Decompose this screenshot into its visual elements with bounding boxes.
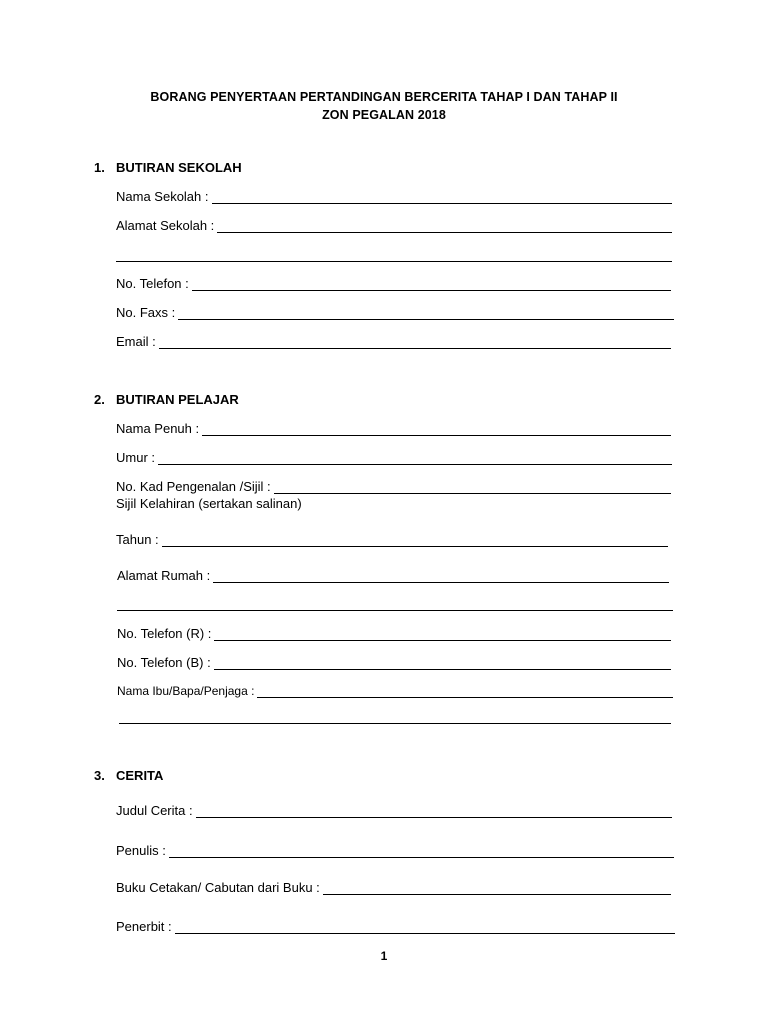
no-kad-pengenalan-label: No. Kad Pengenalan /Sijil : <box>116 479 271 494</box>
page-number: 1 <box>380 949 388 963</box>
nama-ibu-bapa-label: Nama Ibu/Bapa/Penjaga : <box>117 684 255 698</box>
section-2-title: BUTIRAN PELAJAR <box>116 392 239 407</box>
tahun-label: Tahun : <box>116 532 159 547</box>
email-field[interactable] <box>116 334 671 349</box>
judul-cerita-input-line[interactable] <box>196 806 672 818</box>
no-telefon-b-label: No. Telefon (B) : <box>117 655 211 670</box>
section-1-number: 1. <box>94 160 105 175</box>
section-2-number: 2. <box>94 392 105 407</box>
alamat-sekolah-label: Alamat Sekolah : <box>116 218 215 233</box>
tahun-input-line[interactable] <box>162 535 668 547</box>
nama-penuh-field[interactable] <box>116 421 671 436</box>
nama-ibu-bapa-line-2[interactable] <box>119 723 671 724</box>
form-title: BORANG PENYERTAAN PERTANDINGAN BERCERITA TAHAP I DAN TAHAP II <box>150 90 618 104</box>
alamat-rumah-field[interactable] <box>117 568 669 583</box>
form-subtitle: ZON PEGALAN 2018 <box>322 108 446 122</box>
nama-ibu-bapa-field[interactable] <box>117 684 673 698</box>
nama-penuh-input-line[interactable] <box>202 424 671 436</box>
judul-cerita-field[interactable] <box>116 803 672 818</box>
alamat-sekolah-input-line[interactable] <box>217 221 672 233</box>
section-3-title: CERITA <box>116 768 164 783</box>
alamat-rumah-label: Alamat Rumah : <box>117 568 211 583</box>
umur-input-line[interactable] <box>158 453 672 465</box>
alamat-sekolah-line-2[interactable] <box>116 261 672 262</box>
buku-cetakan-label: Buku Cetakan/ Cabutan dari Buku : <box>116 880 320 895</box>
no-telefon-r-label: No. Telefon (R) : <box>117 626 212 641</box>
nama-sekolah-label: Nama Sekolah : <box>116 189 209 204</box>
nama-ibu-bapa-input-line[interactable] <box>257 686 673 698</box>
buku-cetakan-field[interactable] <box>116 880 671 895</box>
nama-sekolah-input-line[interactable] <box>212 192 673 204</box>
no-telefon-r-input-line[interactable] <box>214 629 671 641</box>
tahun-field[interactable] <box>116 532 668 547</box>
no-faxs-input-line[interactable] <box>178 308 674 320</box>
email-label: Email : <box>116 334 156 349</box>
email-input-line[interactable] <box>159 337 671 349</box>
penerbit-label: Penerbit : <box>116 919 172 934</box>
no-telefon-input-line[interactable] <box>192 279 671 291</box>
no-telefon-label: No. Telefon : <box>116 276 189 291</box>
alamat-rumah-input-line[interactable] <box>213 571 669 583</box>
section-3-number: 3. <box>94 768 105 783</box>
sijil-kelahiran-note: Sijil Kelahiran (sertakan salinan) <box>116 496 302 511</box>
no-telefon-b-input-line[interactable] <box>214 658 671 670</box>
no-telefon-b-field[interactable] <box>117 655 671 670</box>
penerbit-field[interactable] <box>116 919 675 934</box>
penulis-field[interactable] <box>116 843 674 858</box>
nama-penuh-label: Nama Penuh : <box>116 421 200 436</box>
penulis-label: Penulis : <box>116 843 166 858</box>
no-telefon-field[interactable] <box>116 276 671 291</box>
judul-cerita-label: Judul Cerita : <box>116 803 193 818</box>
buku-cetakan-input-line[interactable] <box>323 883 671 895</box>
penerbit-input-line[interactable] <box>175 922 675 934</box>
alamat-sekolah-field[interactable] <box>116 218 672 233</box>
alamat-rumah-line-2[interactable] <box>117 610 673 611</box>
no-telefon-r-field[interactable] <box>117 626 671 641</box>
nama-sekolah-field[interactable] <box>116 189 672 204</box>
no-kad-pengenalan-field[interactable] <box>116 479 671 494</box>
no-faxs-field[interactable] <box>116 305 674 320</box>
penulis-input-line[interactable] <box>169 846 674 858</box>
umur-label: Umur : <box>116 450 155 465</box>
umur-field[interactable] <box>116 450 672 465</box>
no-faxs-label: No. Faxs : <box>116 305 176 320</box>
section-1-title: BUTIRAN SEKOLAH <box>116 160 242 175</box>
no-kad-pengenalan-input-line[interactable] <box>274 482 671 494</box>
